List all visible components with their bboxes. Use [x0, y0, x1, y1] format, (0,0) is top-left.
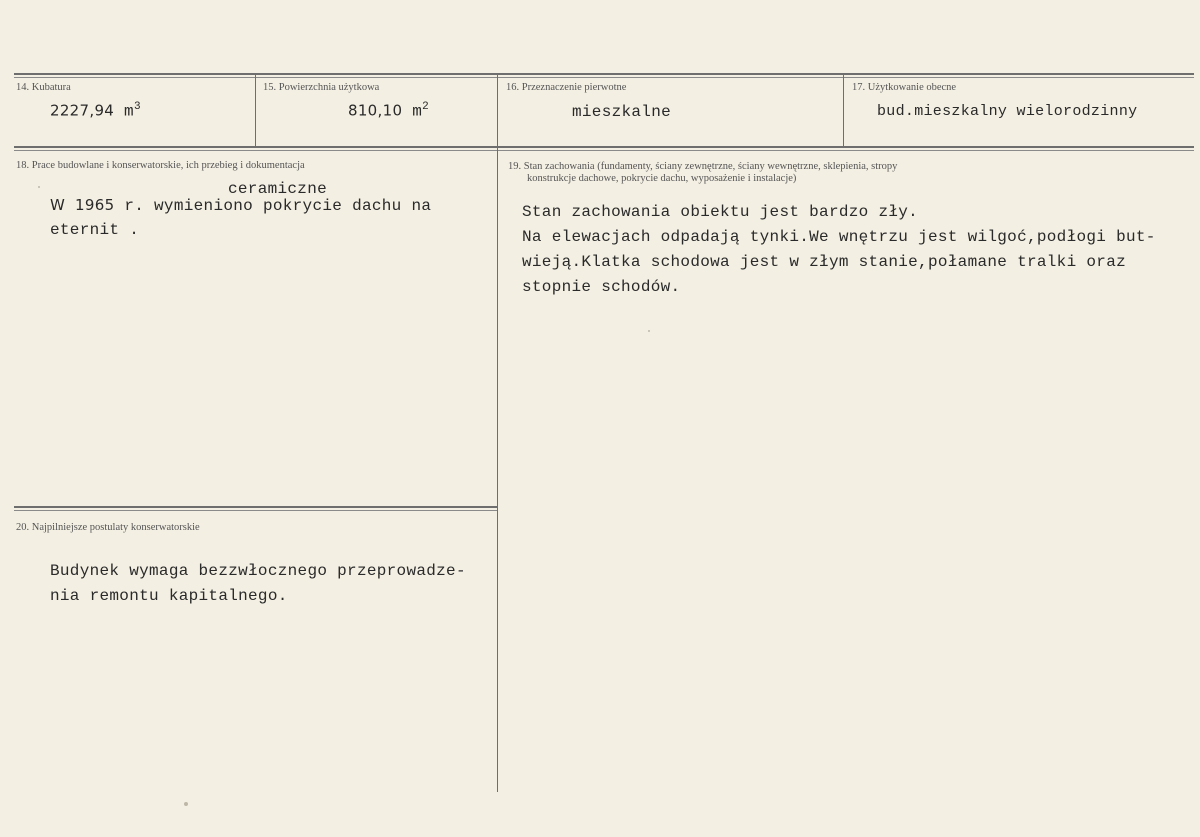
- paper-speck: [184, 802, 188, 806]
- line-1-prefix: W: [50, 196, 66, 214]
- section-20-rule-inner: [14, 510, 498, 511]
- field-19-label-line-1: 19. Stan zachowania (fundamenty, ściany zewnętrzne, ściany wewnętrzne, sklepienia, stropy: [508, 161, 898, 172]
- line-1-rest: r. wymieniono pokrycie dachu na: [124, 197, 432, 215]
- field-19-line-2: Na elewacjach odpadają tynki.We wnętrzu jest wilgoć,podłogi but-: [522, 228, 1156, 246]
- field-20-line-2: nia remontu kapitalnego.: [50, 587, 288, 605]
- top-rule-inner: [14, 77, 1194, 78]
- field-20-line-1: Budynek wymaga bezzwłocznego przeprowadze-: [50, 562, 466, 580]
- field-19-label-line-2: konstrukcje dachowe, pokrycie dachu, wyposażenie i instalacje): [527, 173, 797, 184]
- field-19-line-3: wieją.Klatka schodowa jest w złym stanie,połamane tralki oraz: [522, 253, 1126, 271]
- field-20-label: 20. Najpilniejsze postulaty konserwatorskie: [16, 522, 200, 533]
- row-divider-inner: [14, 150, 1194, 151]
- field-15-value: [348, 101, 429, 120]
- field-18-line-2: eternit .: [50, 221, 140, 239]
- col-divider-2: [497, 74, 498, 792]
- kubatura-exponent: 3: [133, 101, 141, 113]
- field-16-label: 16. Przeznaczenie pierwotne: [506, 82, 627, 93]
- field-16-value: mieszkalne: [572, 103, 672, 121]
- field-19-line-4: stopnie schodów.: [522, 278, 681, 296]
- kubatura-number: 2227,94: [50, 101, 115, 120]
- line-1-year: 1965: [75, 196, 115, 214]
- field-14-value: [50, 101, 141, 120]
- col-divider-1: [255, 74, 256, 148]
- area-number: 810,10: [348, 101, 403, 120]
- field-18-label: 18. Prace budowlane i konserwatorskie, ich przebieg i dokumentacja: [16, 160, 305, 171]
- col-divider-3: [843, 74, 844, 148]
- top-rule: [14, 73, 1194, 75]
- row-divider: [14, 146, 1194, 148]
- area-exponent: 2: [422, 101, 430, 113]
- paper-speck: [38, 186, 40, 188]
- area-unit: m: [412, 102, 423, 121]
- field-18-insert: ceramiczne: [228, 180, 328, 198]
- field-19-line-1: Stan zachowania obiektu jest bardzo zły.: [522, 203, 919, 221]
- field-14-label: 14. Kubatura: [16, 82, 71, 93]
- section-20-rule: [14, 506, 498, 508]
- field-17-label: 17. Użytkowanie obecne: [852, 82, 957, 93]
- paper-speck: [648, 330, 650, 332]
- field-15-label: 15. Powierzchnia użytkowa: [263, 82, 380, 93]
- field-17-value: bud.mieszkalny wielorodzinny: [877, 103, 1138, 120]
- field-18-line-1: [50, 196, 431, 215]
- kubatura-unit: m: [124, 102, 134, 121]
